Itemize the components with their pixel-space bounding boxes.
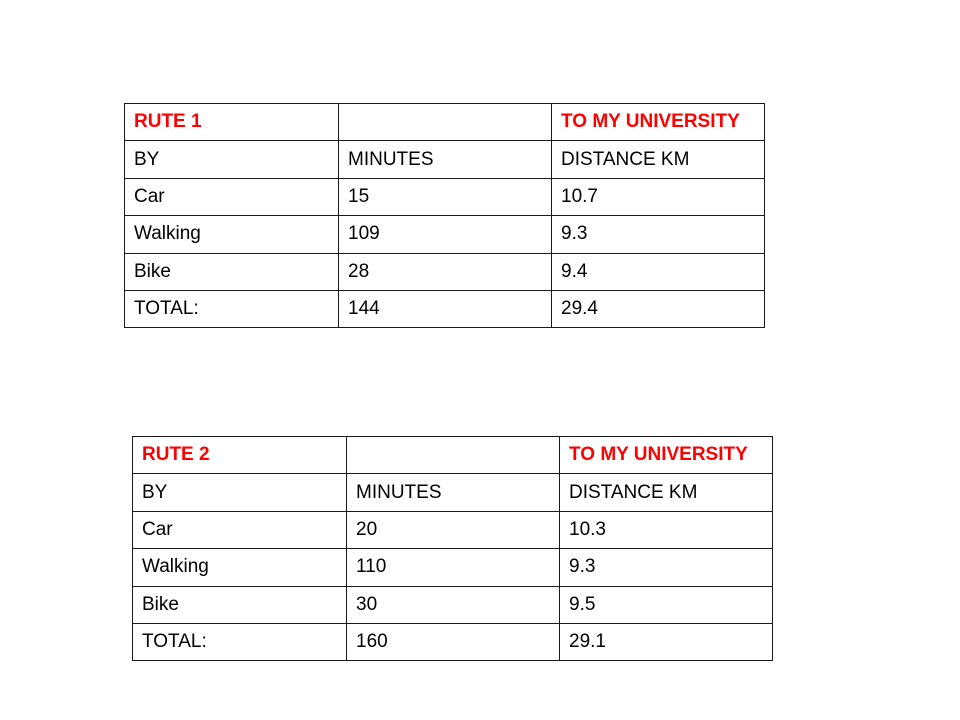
mode-cell: Walking [125,216,339,253]
blank-header-cell [347,437,560,474]
distance-cell: 10.7 [552,178,765,215]
minutes-cell: 15 [339,178,552,215]
column-header-distance: DISTANCE KM [552,141,765,178]
mode-cell: Car [133,511,347,548]
destination-title: TO MY UNIVERSITY [560,437,773,474]
table-row [133,511,773,548]
distance-cell: 9.5 [560,586,773,623]
column-header-row [125,141,765,178]
table-row [125,253,765,290]
distance-cell: 9.4 [552,253,765,290]
column-header-row [133,474,773,511]
distance-cell: 10.3 [560,511,773,548]
mode-cell: Bike [125,253,339,290]
minutes-cell: 30 [347,586,560,623]
minutes-cell: 20 [347,511,560,548]
table-row [125,178,765,215]
total-distance-cell: 29.1 [560,623,773,660]
total-row [125,290,765,327]
table-header-row [133,437,773,474]
blank-header-cell [339,104,552,141]
column-header-by: BY [133,474,347,511]
route-title: RUTE 2 [133,437,347,474]
table-header-row [125,104,765,141]
route-2-table [132,436,773,661]
total-label-cell: TOTAL: [133,623,347,660]
column-header-minutes: MINUTES [347,474,560,511]
route-1-table [124,103,765,328]
total-row [133,623,773,660]
total-distance-cell: 29.4 [552,290,765,327]
column-header-distance: DISTANCE KM [560,474,773,511]
distance-cell: 9.3 [560,549,773,586]
distance-cell: 9.3 [552,216,765,253]
destination-title: TO MY UNIVERSITY [552,104,765,141]
total-minutes-cell: 160 [347,623,560,660]
minutes-cell: 28 [339,253,552,290]
table-row [133,586,773,623]
mode-cell: Bike [133,586,347,623]
total-label-cell: TOTAL: [125,290,339,327]
route-title: RUTE 1 [125,104,339,141]
minutes-cell: 109 [339,216,552,253]
total-minutes-cell: 144 [339,290,552,327]
mode-cell: Car [125,178,339,215]
mode-cell: Walking [133,549,347,586]
table-row [125,216,765,253]
column-header-minutes: MINUTES [339,141,552,178]
column-header-by: BY [125,141,339,178]
table-row [133,549,773,586]
minutes-cell: 110 [347,549,560,586]
